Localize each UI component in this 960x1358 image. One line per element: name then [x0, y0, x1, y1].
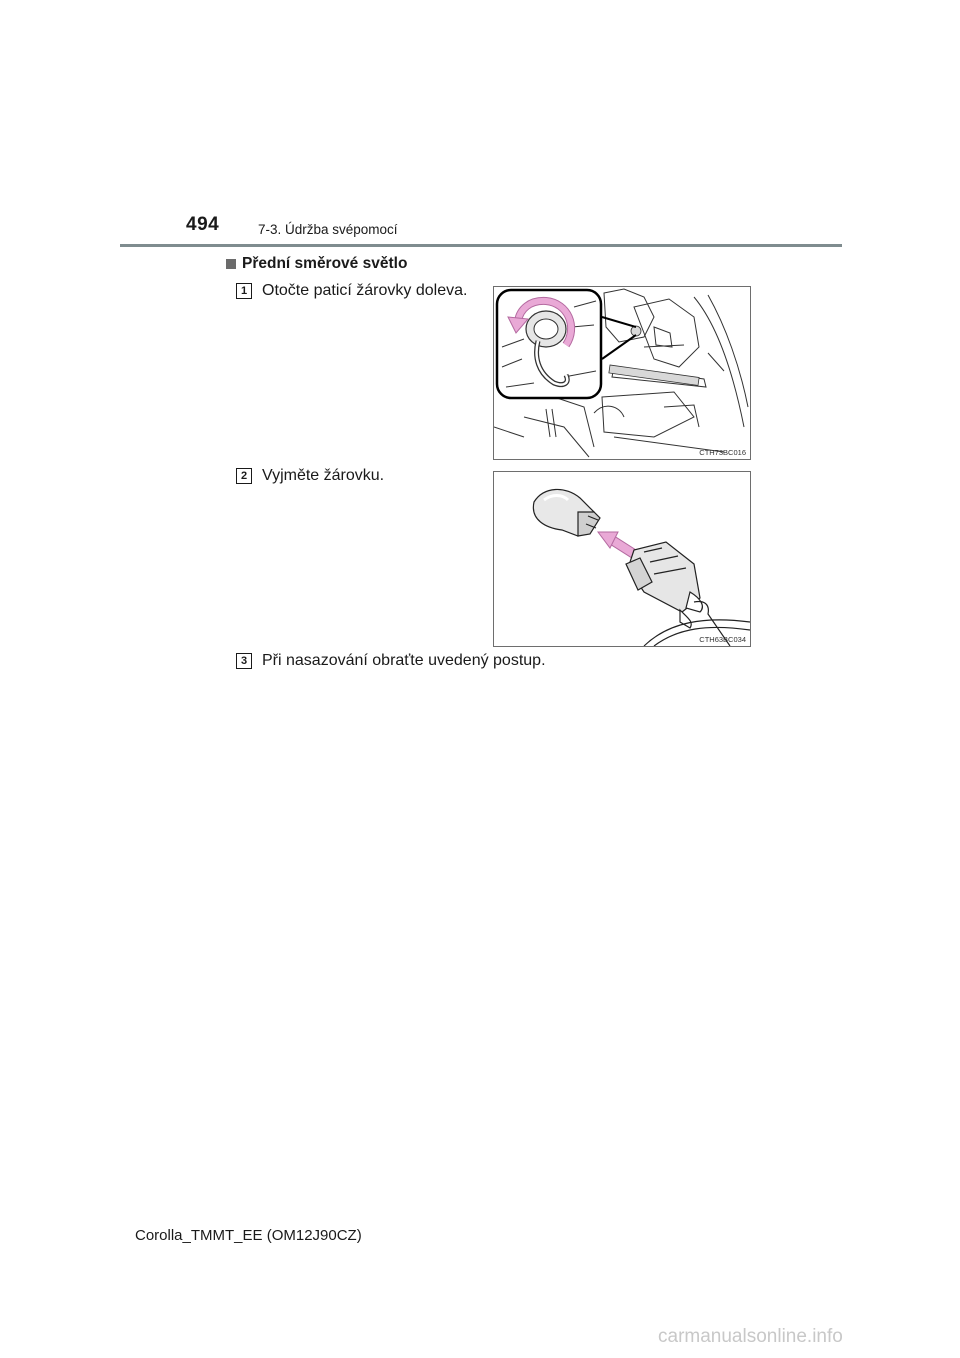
- step-number-badge: 1: [236, 283, 252, 299]
- step-number-badge: 2: [236, 468, 252, 484]
- step-1: [236, 282, 467, 300]
- section-title: 7-3. Údržba svépomocí: [258, 222, 398, 237]
- figure-code: CTH63BC034: [699, 635, 746, 644]
- subsection-heading: [226, 255, 407, 273]
- square-bullet-icon: [226, 259, 236, 269]
- step-text: Při nasazování obraťte uvedený postup.: [262, 652, 546, 669]
- step-number-badge: 3: [236, 653, 252, 669]
- subsection-title: Přední směrové světlo: [242, 255, 408, 272]
- header-divider: [120, 244, 842, 247]
- figure-bulb-removal: [493, 471, 751, 647]
- page-number: 494: [186, 214, 220, 235]
- step-2: [236, 467, 384, 485]
- step-text: Otočte paticí žárovky doleva.: [262, 282, 468, 299]
- bulb-removal-illustration: [494, 472, 750, 646]
- manual-id-footer: Corolla_TMMT_EE (OM12J90CZ): [135, 1227, 362, 1244]
- step-3: [236, 652, 546, 670]
- watermark: carmanualsonline.info: [658, 1326, 843, 1347]
- figure-bulb-socket-rotate: [493, 286, 751, 460]
- engine-bay-illustration: [494, 287, 750, 459]
- step-text: Vyjměte žárovku.: [262, 467, 385, 484]
- figure-code: CTH73BC016: [699, 448, 746, 457]
